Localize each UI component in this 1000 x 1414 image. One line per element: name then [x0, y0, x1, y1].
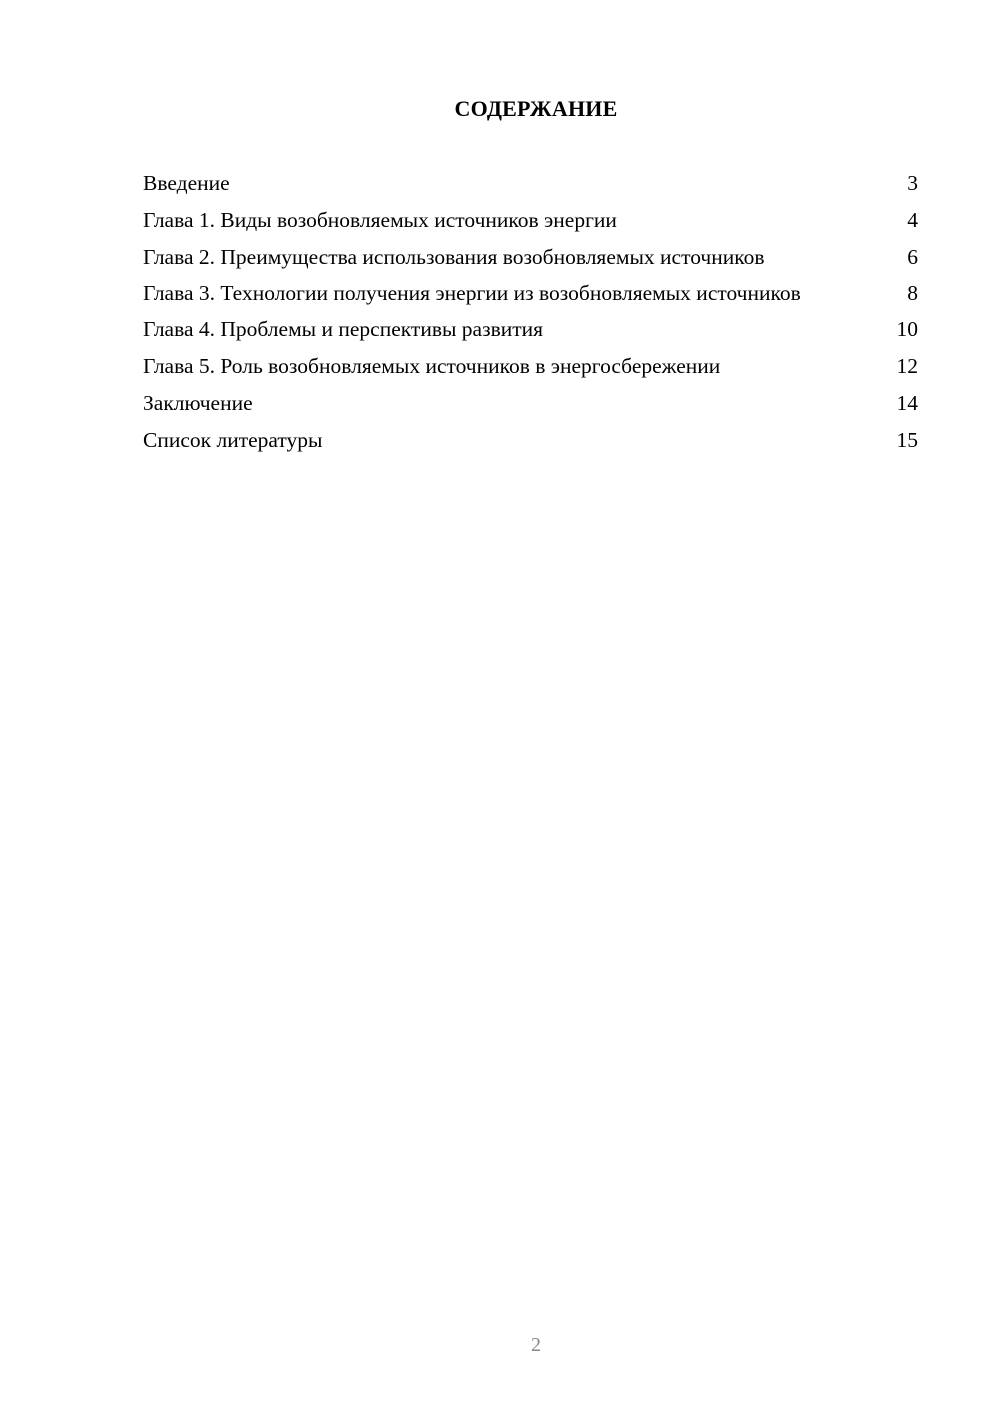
toc-entry-text: Глава 3. Технологии получения энергии из возобновляемых источников [143, 281, 801, 305]
page-number: 2 [531, 1334, 541, 1356]
toc-entry-page: 10 [896, 317, 918, 341]
toc-entry-introduction [143, 170, 918, 197]
toc-entry-references [143, 427, 918, 454]
toc-entry-page: 12 [896, 354, 918, 378]
toc-entry-text: Список литературы [143, 428, 323, 452]
toc-entry-text: Глава 4. Проблемы и перспективы развития [143, 317, 544, 341]
toc-entry-page: 8 [907, 281, 918, 305]
toc-entry-page: 15 [896, 428, 918, 452]
toc-entry-chapter-1 [143, 207, 918, 234]
toc-entry-text: Заключение [143, 391, 253, 415]
toc-entry-conclusion [143, 390, 918, 417]
toc-entry-chapter-5 [143, 353, 918, 380]
toc-entry-page: 6 [907, 245, 918, 269]
toc-entry-text: Глава 1. Виды возобновляемых источников энергии [143, 208, 617, 232]
toc-entry-page: 14 [896, 391, 918, 415]
toc-entry-chapter-4 [143, 316, 918, 343]
toc-entry-page: 4 [907, 208, 918, 232]
toc-entry-chapter-3 [143, 280, 918, 307]
table-of-contents [143, 170, 918, 464]
toc-entry-text: Глава 5. Роль возобновляемых источников в энергосбережении [143, 354, 721, 378]
toc-entry-text: Введение [143, 171, 230, 195]
toc-entry-page: 3 [907, 171, 918, 195]
toc-entry-text: Глава 2. Преимущества использования возобновляемых источников [143, 245, 765, 269]
page-title: СОДЕРЖАНИЕ [454, 96, 618, 121]
toc-entry-chapter-2 [143, 244, 918, 271]
